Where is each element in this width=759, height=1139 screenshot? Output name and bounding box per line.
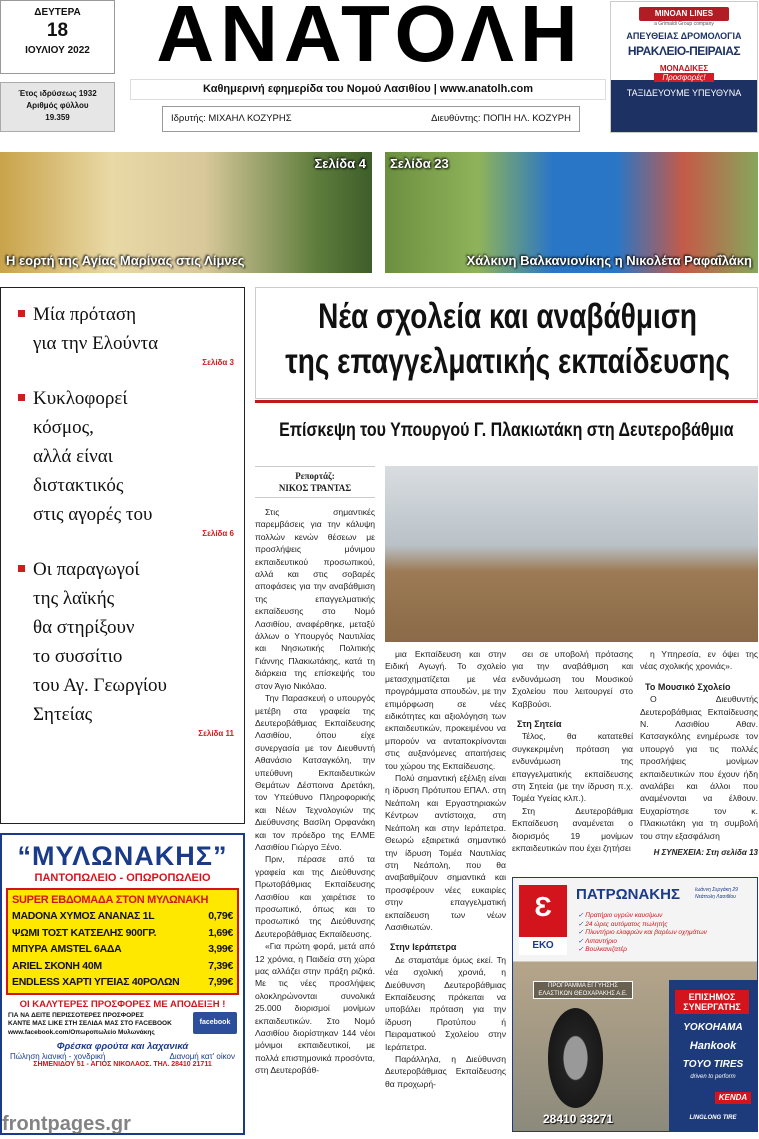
teaser-item[interactable] [21,300,234,368]
teaser-line: στις αγορές του [33,504,153,525]
photo-agia-marina[interactable] [0,152,372,273]
offer-row [12,925,233,942]
brand-yokohama: YOKOHAMA [683,1022,743,1033]
teaser-line: Σητείας [33,704,93,725]
offer-row [12,908,233,925]
teaser-text [21,555,234,729]
ad-line: ΗΡΑΚΛΕΙΟ-ΠΕΙΡΑΙΑΣ [627,44,741,58]
teaser-page: Σελίδα 6 [202,529,234,538]
paragraph: Στις σημαντικές παρεμβάσεις για την κάλυψη πολλών κενών θέσεων με προσλήψεις μόνιμου εκπαιδευτικού προσωπικού, αλλά και στις σοβαρές αποφάσεις για την αναβάθμιση της επαγγελματικής εκπαίδευσης στο Νομό Λασιθίου, αναφέρθηκε, μεταξύ άλλων ο Υπουργός Ναυτιλίας και Νησιωτικής Πολιτικής Γιάννης Πλακιωτάκης, κατά τη διάρκεια της επίσκεψής του στον Άγιο Νικόλαο. [255,507,375,691]
tire-program: ΠΡΟΓΡΑΜΜΑ ΕΓΓΥΗΣΗΣ ΕΛΑΣΤΙΚΩΝ ΘΕΟΧΑΡΑΚΗΣ Α.Ε. [533,981,633,999]
teaser-item[interactable] [21,555,234,739]
eko-logo-text: ΕΚΟ [519,937,567,955]
photo-page: Σελίδα 23 [390,156,449,171]
paragraph: Ο Διευθυντής Δευτεροβάθμιας Εκπαίδευσης Ν. Λασιθίου Αθαν. Κατσαγκόλης ενημέρωσε τον υπουργό για τις πολλές προσλήψεις μονίμων εκπαιδευτικών που έχουν ήδη αναλάβει και άλλοι που αναμένονται να έλθουν. Ευχαρίστησε τον κ. Πλακιωτάκη για τη συμβολή του στην εξασφάλιση [640,694,758,841]
teaser-page: Σελίδα 3 [202,358,234,367]
section-heading: Στην Ιεράπετρα [390,942,457,953]
sales-info [2,1052,243,1061]
paragraph: σει σε υποβολή πρότασης για την αναβάθμιση και ενδυνάμωση του Μουσικού Σχολείου που λειτουργεί στο Καββούσι. [512,649,633,709]
ad-line: Προσφορές! [654,73,714,82]
ad-eko-patronakis[interactable] [512,877,758,1132]
article-column-4 [640,648,758,858]
teaser-line: της λαϊκής [33,588,115,609]
teaser-line: Μία πρόταση [33,304,137,325]
brand-hankook: Hankook [689,1040,737,1052]
article-column-1 [255,466,375,1077]
offer-row [12,941,233,958]
offer-row [12,958,233,975]
subheadline: Επίσκεψη του Υπουργού Γ. Πλακιωτάκη στη Δευτεροβάθμια [279,419,734,441]
ad-mylonakis[interactable] [0,833,245,1135]
teaser-item[interactable] [21,384,234,539]
founder-bar [162,106,580,132]
byline [255,466,375,498]
founded: Έτος ιδρύσεως 1932 [18,89,97,98]
offer-price: 0,79€ [208,910,233,922]
offers-title: SUPER ΕΒΔΟΜΑΔΑ ΣΤΟΝ ΜΥΛΩΝΑΚΗ [12,894,209,906]
section-heading: Το Μουσικό Σχολείο [645,681,731,692]
teaser-line: διστακτικός [33,475,124,496]
paragraph: Στη Δευτεροβάθμια Εκπαίδευση αναμένεται ο διορισμός 19 μονίμων εκπαιδευτικών που έχει ζητήσει [512,805,633,854]
offer-name: ARIEL ΣΚΟΝΗ 40Μ [12,959,102,972]
tire-image [548,1008,603,1108]
eko-logo: Ɛ ΕΚΟ [519,885,567,955]
byline-name: ΝΙΚΟΣ ΤΡΑΝΤΑΣ [278,483,352,493]
bullet-icon [18,565,25,572]
partner-label: ΕΠΙΣΗΜΟΣ ΣΥΝΕΡΓΑΤΗΣ [675,990,749,1014]
teaser-text [21,300,234,358]
paragraph: Πριν, πέρασε από τα γραφεία και της Διεύθυνσης Πρωτοβάθμιας Εκπαίδευσης Λασιθίου και χαιρέτισε το προσωπικό, όπως και το προσωπικό της Διεύθυνσης Δευτεροβάθμιας Εκπαίδευσης. [255,854,375,939]
ad-phone: 28410 33271 [543,1112,614,1126]
facebook-info [2,1010,243,1038]
article-column-3 [512,648,633,855]
paragraph: Δε σταματάμε όμως εκεί. Τη νέα σχολική χρονιά, η Διεύθυνση Δευτεροβάθμιας Εκπαίδευσης πρόκειται να υποβάλει πρόταση για την ίδρυση Προτύπου ή Πειραματικού Σχολείου στην Ιεράπετρα. [385,954,506,1052]
minoan-logo: MINOAN LINES [639,7,729,21]
ad-address: Ιωάννη Σεργάκη 29 Νεάπολη Λασιθίου [695,887,738,900]
teaser-line: για την Ελούντα [33,333,159,354]
fb-line: ΚΑΝΤΕ ΜΑΣ LIKE ΣΤΗ ΣΕΛΙΔΑ ΜΑΣ ΣΤΟ FACEBOOK [8,1020,172,1027]
day: 18 [46,20,69,41]
article-photo[interactable] [385,466,758,642]
main-headline [255,287,758,399]
ad-address: ΣΗΜΕΝΙΔΟΥ 51 - ΑΓΙΟΣ ΝΙΚΟΛΑΟΣ. ΤΗΛ. 28410 21711 [33,1061,212,1068]
issue-info [0,82,115,132]
service-item: ✓ Βουλκανιζατέρ [578,946,707,955]
offer-row [12,974,233,991]
article-column-2 [385,648,506,1090]
headline-line: Νέα σχολεία και αναβάθμιση [318,297,698,336]
issue-number: 19.359 [45,113,70,122]
services-list [578,912,707,955]
section-heading: Στη Σητεία [517,719,562,730]
retail: Πώληση λιανική - χονδρική [10,1052,106,1061]
month-year: ΙΟΥΛΙΟΥ 2022 [25,45,90,56]
offer-price: 7,99€ [208,976,233,988]
offers-box [6,888,239,995]
service-item: ✓ 24 ώρες αυτόματος πωλητής [578,921,707,930]
offer-price: 3,99€ [208,943,233,955]
paragraph: Την Παρασκευή ο υπουργός μετέβη στα γραφεία της Δευτεροβάθμιας Εκπαίδευσης Λασιθίου, όπου είχε συνεργασία με τον Διευθυντή Αθανάσιο Κατσαγκόλη, την υπεύθυνη Εκπαιδευτικών Θεμάτων Δέσποινα Δρετάκη, τον Υπεύθυνο Πληροφορικής και Νέων Τεχνολογιών της Διεύθυνσης Βασίλη Ορφανάκη και τον πρόεδρο της ΕΛΜΕ Λασιθίου Γιώργο Ξένο. [255,693,375,852]
service-item: ✓ Λιπαντήριο [578,938,707,947]
offer-price: 7,39€ [208,959,233,972]
byline-label: Ρεπορτάζ: [295,471,335,481]
teaser-page: Σελίδα 11 [198,729,234,738]
paragraph: η Υπηρεσία, εν όψει της νέας σχολικής χρονιάς». [640,649,758,672]
bullet-icon [18,310,25,317]
paragraph: Παράλληλα, η Διεύθυνση Δευτεροβάθμιας Εκπαίδευσης θα προχωρή- [385,1054,506,1089]
headline-line: της επαγγελματικής εκπαίδευσης [285,342,730,381]
paragraph: Πολύ σημαντική εξέλιξη είναι η ίδρυση Πρότυπου ΕΠΑΛ. στη Νεάπολη και Εργαστηριακών Κέντρων αντίστοιχα, στη Νεάπολη και στην Ιεράπετρα. Θεωρώ εξαιρετικά σημαντικό την ίδρυση Τομέα Ναυτιλίας στη Νεάπολη, που θα αναβαθμίζουν σημαντικά και προσφέρουν νέες ευκαιρίες στην επαγγελματική εκπαίδευση των νέων Λασιθιωτών. [385,773,506,932]
delivery: Διανομή κατ' οίκον [169,1052,235,1061]
fresh-produce: Φρέσκα φρούτα και λαχανικά [56,1041,189,1052]
issue-label: Αριθμός φύλλου [26,101,89,110]
ad-minoan-lines[interactable] [610,1,758,133]
photo-caption: Χάλκινη Βαλκανιονίκης η Νικολέτα Ραφαΐλάκη [466,253,752,268]
offer-price: 1,69€ [208,926,233,939]
teaser-line: Οι παραγωγοί [33,559,140,580]
paragraph: μια Εκπαίδευση και στην Ειδική Αγωγή. Το σχολείο μετασχηματίζεται με νέα προγράμματα σπουδών, με την επιμόρφωση σε νέες ειδικότητες και αξιολόγηση των εκπαιδευτικών, προκειμένου να μπορούν να ανταποκρίνονται στις αυξανόμενες απαιτήσεις του χώρου της Εκπαίδευσης. [385,649,506,771]
paragraph: Τέλος, θα κατατεθεί συγκεκριμένη πρόταση για ενδυνάμωση της επαγγελματικής εκπαίδευσης στη Σητεία (με την ίδρυση π.χ. Τομέα Υγείας κλπ.). [512,731,633,804]
paragraph: «Για πρώτη φορά, μετά από 12 χρόνια, η Παιδεία στη χώρα μας αλλάζει στην πράξη ριζικά. Με τις νέες προσλήψεις ολοκληρώνονται συνολικά 25.000 διορισμοί μονίμων εκπαιδευτικών. Στο Νομό Λασιθίου διορίστηκαν 144 νέοι μόνιμοι εκπαιδευτικοί, με πολλά επιστημονικά προσόντα, στη Δευτεροβάθ- [255,941,375,1076]
teaser-line: Κυκλοφορεί [33,388,128,409]
ad-title: “ΜΥΛΩΝΑΚΗΣ” [17,841,228,871]
tagline: Καθημερινή εφημερίδα του Νομού Λασιθίου | www.anatolh.com [130,79,606,100]
bullet-icon [18,394,25,401]
masthead-title: ΑΝΑΤΟΛΗ [156,0,584,78]
divider [255,400,758,403]
facebook-icon[interactable]: facebook [193,1012,237,1034]
ad-line: ΜΟΝΑΔΙΚΕΣ [654,64,714,73]
photo-caption: Η εορτή της Αγίας Μαρίνας στις Λίμνες [6,253,245,268]
ad-sub: a Grimaldi Group company [654,21,714,27]
brand-kenda: KENDA [715,1092,751,1104]
weekday: ΔΕΥΤΕΡΑ [34,7,81,18]
teaser-text [21,384,234,529]
offer-name: ΨΩΜΙ ΤΟΣΤ ΚΑΤΣΕΛΗΣ 900ΓΡ. [12,926,157,939]
brand-linglong: LINGLONG TIRE [689,1115,737,1121]
best-offers: ΟΙ ΚΑΛΥΤΕΡΕΣ ΠΡΟΣΦΟΡΕΣ ΜΕ ΑΠΟΔΕΙΞΗ ! [19,998,226,1010]
teaser-line: θα στηρίξουν [33,617,135,638]
offer-name: MADONA ΧΥΜΟΣ ΑΝΑΝΑΣ 1L [12,910,155,922]
date-box [0,0,115,74]
offer-name: ΜΠΥΡΑ AMSTEL 6ΑΔΑ [12,943,122,955]
service-item: ✓ Πρατήριο υγρών καυσίμων [578,912,707,921]
photo-page: Σελίδα 4 [314,156,366,171]
director: Διευθύντης: ΠΟΠΗ ΗΛ. ΚΟΖΥΡΗ [431,113,571,124]
ad-name: ΠΑΤΡΩΝΑΚΗΣ [576,886,680,903]
service-item: ✓ Πλυντήριο ελαφρών και βαρέων οχημάτων [578,929,707,938]
teaser-line: κόσμος, [33,417,94,438]
teaser-line: αλλά είναι [33,446,113,467]
brand-toyo: TOYO TIRES [682,1059,744,1070]
watermark: frontpages.gr [2,1113,131,1135]
founder: Ιδρυτής: ΜΙΧΑΗΛ ΚΟΖΥΡΗΣ [171,113,292,124]
offer-name: ENDLESS ΧΑΡΤΙ ΥΓΕΙΑΣ 40ΡΟΛΩΝ [12,976,180,988]
fb-url[interactable]: www.facebook.com/Οπωροπωλείο Μυλωνάκης [8,1028,155,1036]
teaser-line: το συσσίτιο [33,646,123,667]
fb-line: ΓΙΑ ΝΑ ΔΕΙΤΕ ΠΕΡΙΣΣΟΤΕΡΕΣ ΠΡΟΣΦΟΡΕΣ [8,1011,144,1019]
brand-toyo-slogan: driven to perform [690,1074,736,1080]
ad-line: ΤΑΞΙΔΕΥΟΥΜΕ ΥΠΕΥΘΥΝΑ [626,88,742,98]
teaser-box [0,287,245,824]
photo-athlete[interactable] [385,152,758,273]
ad-subtitle: ΠΑΝΤΟΠΩΛΕΙΟ - ΟΠΩΡΟΠΩΛΕΙΟ [34,872,211,884]
ad-line: ΑΠΕΥΘΕΙΑΣ ΔΡΟΜΟΛΟΓΙΑ [626,31,742,41]
teaser-line: του Αγ. Γεωργίου [33,675,167,696]
continued-link[interactable]: Η ΣΥΝΕΧΕΙΑ: Στη σελίδα 13 [653,848,758,858]
